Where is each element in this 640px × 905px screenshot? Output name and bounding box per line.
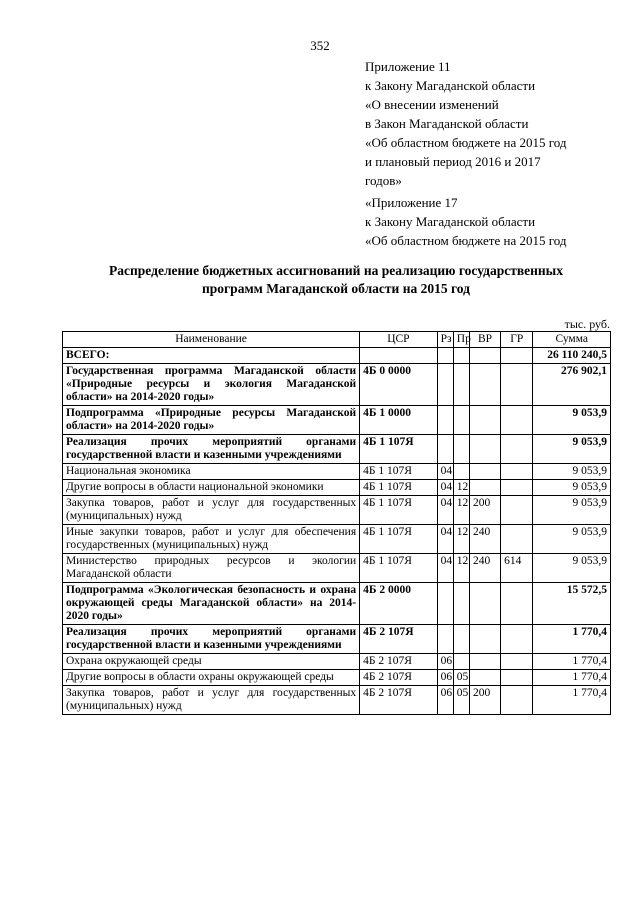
cell-sum: 1 770,4 — [533, 686, 611, 715]
header-csr: ЦСР — [360, 332, 438, 348]
cell-pr — [453, 625, 469, 654]
appendix-line: «Приложение 17 — [365, 195, 458, 210]
cell-csr: 4Б 2 0000 — [360, 583, 438, 625]
appendix-line: и плановый период 2016 и 2017 — [365, 154, 541, 169]
cell-sum: 26 110 240,5 — [533, 348, 611, 364]
cell-pr — [453, 654, 469, 670]
header-name: Наименование — [63, 332, 360, 348]
cell-pr — [453, 583, 469, 625]
cell-sum: 9 053,9 — [533, 480, 611, 496]
appendix-line: к Закону Магаданской области — [365, 78, 536, 93]
cell-rz: 04 — [437, 525, 453, 554]
appendix-line: «Об областном бюджете на 2015 год — [365, 233, 567, 248]
cell-gr — [501, 625, 533, 654]
cell-rz: 04 — [437, 464, 453, 480]
cell-csr: 4Б 1 0000 — [360, 406, 438, 435]
table-row — [63, 496, 611, 525]
cell-gr — [501, 464, 533, 480]
cell-sum: 9 053,9 — [533, 554, 611, 583]
cell-sum: 276 902,1 — [533, 364, 611, 406]
header-gr: ГР — [501, 332, 533, 348]
cell-name: Закупка товаров, работ и услуг для государственных (муниципальных) нужд — [63, 686, 360, 715]
cell-csr: 4Б 2 107Я — [360, 625, 438, 654]
cell-gr — [501, 480, 533, 496]
cell-pr: 12 — [453, 525, 469, 554]
cell-sum: 9 053,9 — [533, 525, 611, 554]
cell-gr — [501, 435, 533, 464]
cell-rz: 06 — [437, 686, 453, 715]
cell-gr — [501, 496, 533, 525]
appendix-line: годов» — [365, 173, 402, 188]
table-row — [63, 554, 611, 583]
cell-rz — [437, 583, 453, 625]
cell-rz: 04 — [437, 480, 453, 496]
cell-rz — [437, 406, 453, 435]
table-row — [63, 670, 611, 686]
cell-rz — [437, 435, 453, 464]
cell-pr: 05 — [453, 686, 469, 715]
cell-rz: 06 — [437, 670, 453, 686]
cell-name: Реализация прочих мероприятий органами государственной власти и казенными учреждениями — [63, 625, 360, 654]
cell-rz — [437, 625, 453, 654]
cell-name: Государственная программа Магаданской области «Природные ресурсы и экология Магаданской области» на 2014-2020 годы» — [63, 364, 360, 406]
appendix-header-current — [365, 57, 635, 190]
cell-csr: 4Б 1 107Я — [360, 554, 438, 583]
cell-pr — [453, 464, 469, 480]
cell-csr: 4Б 2 107Я — [360, 670, 438, 686]
cell-pr — [453, 364, 469, 406]
cell-name: Другие вопросы в области охраны окружающей среды — [63, 670, 360, 686]
cell-gr: 614 — [501, 554, 533, 583]
cell-sum: 9 053,9 — [533, 435, 611, 464]
appendix-line: «О внесении изменений — [365, 97, 499, 112]
cell-csr — [360, 348, 438, 364]
cell-vr — [469, 670, 500, 686]
cell-csr: 4Б 2 107Я — [360, 654, 438, 670]
appendix-line: к Закону Магаданской области — [365, 214, 536, 229]
document-title — [60, 262, 612, 298]
cell-vr: 240 — [469, 554, 500, 583]
cell-gr — [501, 686, 533, 715]
cell-vr — [469, 464, 500, 480]
header-vr: ВР — [469, 332, 500, 348]
header-rz: Рз — [437, 332, 453, 348]
cell-vr — [469, 625, 500, 654]
cell-gr — [501, 525, 533, 554]
cell-vr — [469, 654, 500, 670]
header-sum: Сумма — [533, 332, 611, 348]
table-body — [63, 348, 611, 715]
cell-rz — [437, 364, 453, 406]
table-row — [63, 348, 611, 364]
cell-gr — [501, 583, 533, 625]
cell-vr — [469, 435, 500, 464]
cell-sum: 1 770,4 — [533, 670, 611, 686]
cell-csr: 4Б 1 107Я — [360, 496, 438, 525]
cell-name: Охрана окружающей среды — [63, 654, 360, 670]
header-pr: Пр — [453, 332, 469, 348]
cell-csr: 4Б 1 107Я — [360, 435, 438, 464]
cell-pr: 12 — [453, 554, 469, 583]
table-row — [63, 364, 611, 406]
cell-gr — [501, 654, 533, 670]
cell-pr — [453, 406, 469, 435]
cell-rz: 04 — [437, 554, 453, 583]
cell-rz: 04 — [437, 496, 453, 525]
cell-vr: 200 — [469, 686, 500, 715]
cell-gr — [501, 406, 533, 435]
cell-name: Национальная экономика — [63, 464, 360, 480]
cell-gr — [501, 670, 533, 686]
cell-vr — [469, 364, 500, 406]
cell-sum: 9 053,9 — [533, 464, 611, 480]
appendix-line: в Закон Магаданской области — [365, 116, 529, 131]
cell-pr — [453, 435, 469, 464]
table-row — [63, 406, 611, 435]
cell-sum: 1 770,4 — [533, 654, 611, 670]
cell-rz: 06 — [437, 654, 453, 670]
page-number: 352 — [310, 38, 330, 53]
table-row — [63, 525, 611, 554]
cell-pr: 12 — [453, 496, 469, 525]
cell-name: Подпрограмма «Экологическая безопасность и охрана окружающей среды Магаданской области» на 2014-2020 годы» — [63, 583, 360, 625]
cell-name: Закупка товаров, работ и услуг для государственных (муниципальных) нужд — [63, 496, 360, 525]
table-row — [63, 583, 611, 625]
cell-csr: 4Б 2 107Я — [360, 686, 438, 715]
appendix-line: Приложение 11 — [365, 59, 451, 74]
table-row — [63, 686, 611, 715]
cell-sum: 9 053,9 — [533, 496, 611, 525]
unit-label: тыс. руб. — [564, 317, 610, 331]
title-line: программ Магаданской области на 2015 год — [202, 281, 470, 296]
cell-name: Министерство природных ресурсов и экологии Магаданской области — [63, 554, 360, 583]
cell-rz — [437, 348, 453, 364]
cell-name: Реализация прочих мероприятий органами государственной власти и казенными учреждениями — [63, 435, 360, 464]
cell-vr — [469, 583, 500, 625]
budget-table — [62, 331, 611, 715]
cell-sum: 1 770,4 — [533, 625, 611, 654]
table-header-row — [63, 332, 611, 348]
table-row — [63, 480, 611, 496]
table-row — [63, 654, 611, 670]
cell-vr — [469, 348, 500, 364]
cell-pr: 05 — [453, 670, 469, 686]
table-row — [63, 435, 611, 464]
cell-gr — [501, 364, 533, 406]
cell-vr — [469, 480, 500, 496]
cell-vr: 200 — [469, 496, 500, 525]
cell-csr: 4Б 1 107Я — [360, 464, 438, 480]
appendix-line: «Об областном бюджете на 2015 год — [365, 135, 567, 150]
cell-sum: 9 053,9 — [533, 406, 611, 435]
cell-csr: 4Б 0 0000 — [360, 364, 438, 406]
cell-pr — [453, 348, 469, 364]
table-row — [63, 625, 611, 654]
cell-vr — [469, 406, 500, 435]
cell-name: Подпрограмма «Природные ресурсы Магаданской области» на 2014-2020 годы» — [63, 406, 360, 435]
cell-gr — [501, 348, 533, 364]
cell-name: Иные закупки товаров, работ и услуг для обеспечения государственных (муниципальных) нужд — [63, 525, 360, 554]
table-row — [63, 464, 611, 480]
cell-name: Другие вопросы в области национальной экономики — [63, 480, 360, 496]
cell-sum: 15 572,5 — [533, 583, 611, 625]
cell-vr: 240 — [469, 525, 500, 554]
cell-name: ВСЕГО: — [63, 348, 360, 364]
title-line: Распределение бюджетных ассигнований на реализацию государственных — [109, 263, 563, 278]
cell-pr: 12 — [453, 480, 469, 496]
cell-csr: 4Б 1 107Я — [360, 480, 438, 496]
cell-csr: 4Б 1 107Я — [360, 525, 438, 554]
appendix-header-original — [365, 193, 635, 250]
